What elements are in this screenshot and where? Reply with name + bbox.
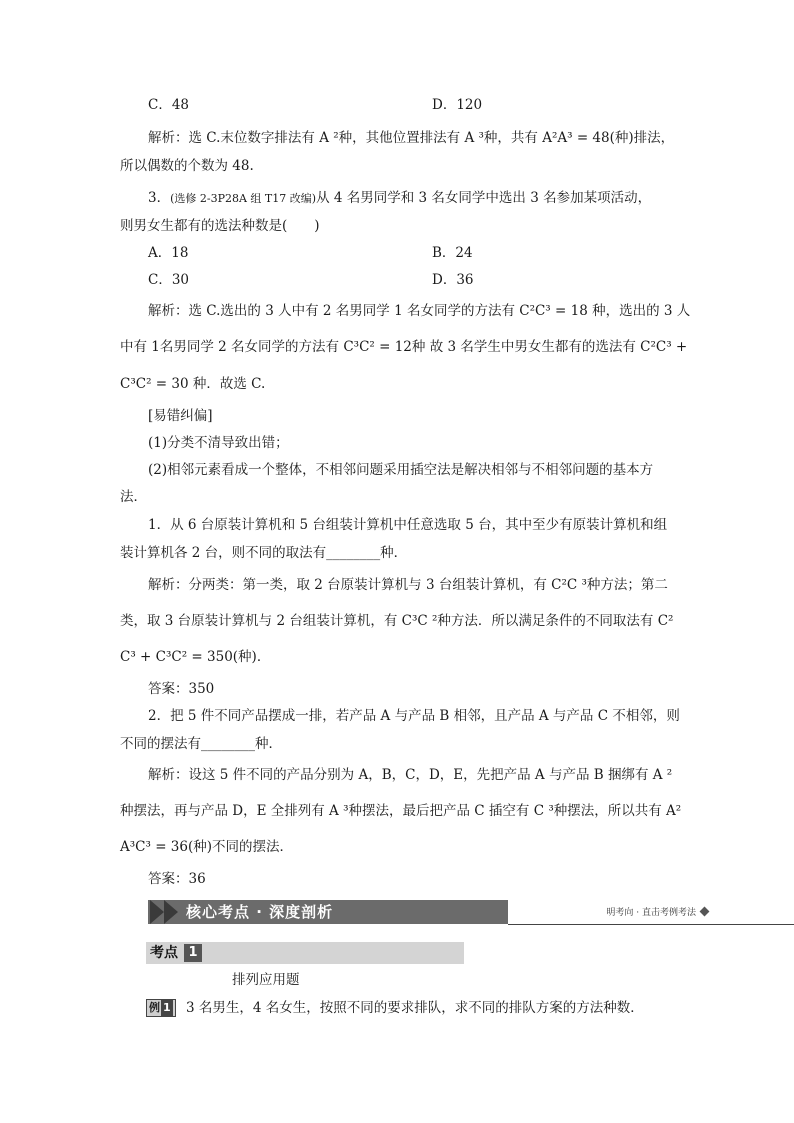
- q3-stem-line2: 则男女生都有的选法种数是( ): [120, 218, 320, 234]
- e2-solution-line1: 解析：设这 5 件不同的产品分别为 A，B，C，D，E，先把产品 A 与产品 B 捆绑有 A ²: [148, 767, 673, 783]
- errors-item2-line2: 法．: [120, 489, 147, 505]
- q2-solution-line1: 解析：选 C.末位数字排法有 A ²种，其他位置排法有 A ³种，共有 A²A³ = 48(种)排法，: [148, 130, 675, 146]
- e2-answer: 答案：36: [148, 871, 206, 887]
- e2-solution-line3: A³C³ = 36(种)不同的摆法．: [120, 839, 294, 855]
- e1-stem-line2: 装计算机各 2 台，则不同的取法有________种．: [120, 545, 408, 561]
- errors-item1: (1)分类不清导致出错；: [148, 435, 289, 451]
- example-badge: [146, 999, 176, 1017]
- q3-option-b: B．24: [432, 245, 473, 261]
- q3-stem-rest: 从 4 名男同学和 3 名女同学中选出 3 名参加某项活动，: [316, 190, 652, 206]
- errors-item2-line1: (2)相邻元素看成一个整体，不相邻问题采用插空法是解决相邻与不相邻问题的基本方: [148, 462, 654, 478]
- q3-solution-line1: 解析：选 C.选出的 3 人中有 2 名男同学 1 名女同学的方法有 C²C³ = 18 种，选出的 3 人: [148, 303, 691, 319]
- q3-solution-line3: C³C² = 30 种．故选 C.: [120, 376, 266, 392]
- q3-stem-line1: [148, 188, 651, 209]
- example-text: 3 名男生，4 名女生，按照不同的要求排队，求不同的排队方案的方法种数．: [186, 1000, 644, 1016]
- q2-option-c: C．48: [148, 97, 190, 113]
- banner-title: 核心考点 · 深度剖析: [186, 903, 334, 921]
- q2-solution-line2: 所以偶数的个数为 48.: [120, 158, 254, 174]
- chevron-right-icon: [150, 900, 164, 924]
- q3-option-c: C．30: [148, 272, 190, 288]
- example-number: 1: [163, 1001, 171, 1014]
- e2-solution-line2: 种摆法，再与产品 D，E 全排列有 A ³种摆法，最后把产品 C 插空有 C ³种摆法，所以共有 A²: [120, 803, 682, 819]
- q3-number: 3．: [148, 190, 171, 206]
- q3-source: (选修 2-3P28A 组 T17 改编): [170, 192, 317, 205]
- kaodian-number: 1: [184, 944, 202, 962]
- q3-option-d: D．36: [432, 272, 474, 288]
- e1-solution-line1: 解析：分两类：第一类，取 2 台原装计算机与 3 台组装计算机，有 C²C ³种方法；第二: [148, 577, 668, 593]
- q2-option-d: D．120: [432, 97, 483, 113]
- kaodian-label: 考点: [150, 945, 178, 961]
- e1-solution-line2: 类，取 3 台原装计算机与 2 台组装计算机，有 C³C ²种方法．所以满足条件的不同取法有 C²: [120, 613, 674, 629]
- e2-stem-line2: 不同的摆法有________种．: [120, 736, 282, 752]
- chevron-right-icon: [164, 900, 178, 924]
- e2-stem-line1: 2．把 5 件不同产品摆成一排，若产品 A 与产品 B 相邻，且产品 A 与产品 C 不相邻，则: [148, 708, 680, 724]
- e1-stem-line1: 1．从 6 台原装计算机和 5 台组装计算机中任意选取 5 台，其中至少有原装计算机和组: [148, 517, 668, 533]
- banner-subtitle: 明考向 · 直击考例考法: [606, 908, 696, 918]
- example-label: 例: [149, 1001, 160, 1014]
- e1-answer: 答案：350: [148, 681, 215, 697]
- kaodian-title: 排列应用题: [232, 972, 300, 988]
- section-banner: [120, 897, 710, 929]
- banner-divider: [508, 924, 794, 925]
- e1-solution-line3: C³ + C³C² = 350(种)．: [120, 649, 271, 665]
- errors-heading: [易错纠偏]: [148, 408, 213, 424]
- q3-option-a: A．18: [148, 245, 189, 261]
- kaodian-header: [146, 942, 464, 964]
- diamond-icon: [700, 907, 710, 917]
- q3-solution-line2: 中有 1名男同学 2 名女同学的方法有 C³C² = 12种 故 3 名学生中男女生都有的选法有 C²C³ +: [120, 339, 688, 355]
